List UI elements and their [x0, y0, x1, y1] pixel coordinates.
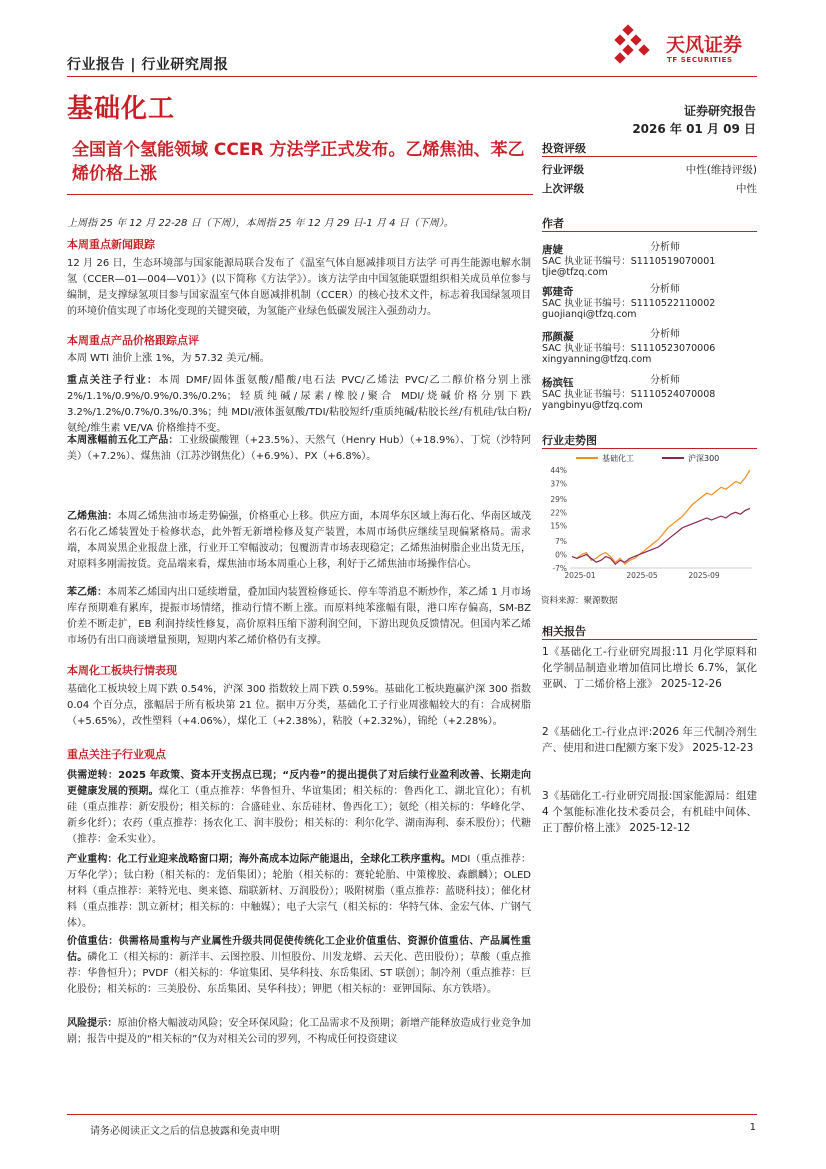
y-tick-label: -7%: [552, 564, 567, 573]
footer-divider: [67, 1114, 757, 1115]
rating-row-previous: [542, 181, 757, 199]
logo-english: TF SECURITIES: [667, 56, 733, 64]
rating-value: 中性: [736, 183, 757, 195]
author-card: [542, 325, 757, 365]
views-label-2: 产业重构：化工行业迎来战略窗口期；海外高成本边际产能退出，全球化工秩序重构。: [67, 854, 452, 865]
industry-title: 基础化工: [67, 94, 176, 124]
chart-source: 资料来源：聚源数据: [541, 596, 618, 606]
rating-label: 上次评级: [542, 183, 584, 195]
author-sac: SAC 执业证书编号：S1110519070001: [542, 256, 716, 267]
y-tick-label: 29%: [550, 494, 567, 504]
section-heading-sector: 本周化工板块行情表现: [67, 664, 177, 677]
rating-label: 行业评级: [542, 164, 584, 176]
report-category: 行业报告 | 行业研究周报: [67, 57, 229, 73]
author-email[interactable]: tjie@tfzq.com: [542, 267, 608, 278]
views-label-3: 价值重估：供需格局重构与产业属性升级共同促使传统化工企业价值重估、资源价值重估、产品属性重估。: [67, 936, 531, 963]
author-name: 唐婕: [542, 244, 563, 256]
section-heading-price: 本周重点产品价格跟踪点评: [67, 334, 199, 347]
trend-chart: [540, 450, 758, 590]
author-name: 邢颜凝: [542, 331, 574, 343]
author-card: [542, 238, 757, 278]
views-paragraph-1: [67, 768, 531, 848]
tar-paragraph: [67, 509, 531, 573]
tar-text: 本周乙烯焦油市场走势偏强，价格重心上移。供应方面，本周华东区域上海石化、华南区域茂名石化乙烯装置处于检修状态，此外暂无新增检修及复产装置，本周市场供应继续呈现偏紧格局。需求端，本周炭黑企业报盘上涨，行业开工窄幅波动；包覆沥青市场表现稳定；乙烯焦油树脂企业出货无压，对原料多刚需按货。竞品端来看，煤焦油市场本周重心上移，利好于乙烯焦油市场操作信心。: [67, 511, 532, 570]
views-paragraph-3: [67, 934, 531, 998]
risk-paragraph: [67, 1016, 531, 1048]
related-divider: [542, 639, 757, 640]
focus-text: 本周 DMF/固体蛋氨酸/醋酸/电石法 PVC/乙烯法 PVC/乙二醇价格分别上涨 2%/1.1%/0.9%/0.9%/0.3%/0.2%；轻质纯碱/尿素/橡胶/聚合 MDI/烧碱价格分别下跌 3.2%/1.2%/0.7%/0.3%/0.3%；纯 MDI/液体蛋氨酸/TDI/粘胶短纤/重质纯碱/粘胶长丝/有机硅/钛白粉/氨纶/维生素 VE/VA 价格维持不变。: [67, 375, 531, 434]
legend-label-csi300: 沪深300: [688, 454, 720, 463]
views-text-2: MDI（重点推荐：万华化学）；钛白粉（相关标的：龙佰集团）；轮胎（相关标的：赛轮轮胎、中策橡胶、森麒麟）；OLED 材料（重点推荐：莱特光电、奥来德、瑞联新材、万润股份）；吸附树脂（重点推荐：蓝晓科技）；催化材料（重点推荐：凯立新材；相关标的：中触媒）；电子大宗气（相关标的：华特气体、金宏气体、广钢气体）。: [67, 854, 531, 929]
focus-paragraph: [67, 373, 531, 437]
trend-heading: 行业走势图: [542, 434, 597, 447]
top5-paragraph: [67, 433, 531, 465]
tar-label: 乙烯焦油：: [67, 511, 118, 522]
wti-text: 本周 WTI 油价上涨 1%，为 57.32 美元/桶。: [67, 353, 270, 364]
top5-text: 工业级碳酸锂（+23.5%）、天然气（Henry Hub）（+18.9%）、丁烷（沙特阿美）（+7.2%）、煤焦油（江苏沙钢焦化）（+6.9%）、PX（+6.8%）。: [67, 435, 532, 462]
rating-value: 中性(维持评级): [685, 164, 757, 176]
related-report-2[interactable]: 2《基础化工-行业点评:2026 年三代制冷剂生产、使用和进口配额方案下发》 2025-12-23: [542, 726, 757, 754]
y-tick-label: 0%: [555, 550, 567, 560]
report-type: 证券研究报告: [683, 104, 756, 118]
trend-divider: [542, 448, 757, 449]
views-label-1: 供需逆转：2025 年政策、资本开支拐点已现；“反内卷”的提出提供了对后续行业盈利改善、长期走向更健康发展的预期。: [67, 770, 531, 797]
section-heading-news: 本周重点新闻跟踪: [67, 238, 155, 251]
author-sac: SAC 执业证书编号：S1110522110002: [542, 298, 716, 309]
focus-label: 重点关注子行业：: [67, 375, 159, 386]
related-heading: 相关报告: [542, 625, 586, 638]
author-sac: SAC 执业证书编号：S1110523070006: [542, 343, 716, 354]
author-email[interactable]: guojianqi@tfzq.com: [542, 309, 637, 320]
y-tick-label: 44%: [550, 466, 567, 475]
y-tick-label: 37%: [550, 479, 567, 489]
views-text-3: 磷化工（相关标的：新洋丰、云图控股、川恒股份、川发龙蟒、云天化、芭田股份）；草酸（重点推荐：华鲁恒升）；PVDF（相关标的：华谊集团、昊华科技、东岳集团、ST 联创）；制冷剂（重点推荐：巨化股份；相关标的：三美股份、东岳集团、昊华科技）；钾肥（相关标的：亚钾国际、东方铁塔）。: [67, 952, 532, 995]
y-tick-label: 7%: [555, 537, 567, 547]
week-note: 上周指 25 年 12 月 22-28 日（下周），本周指 25 年 12 月 29 日-1 月 4 日（下周）。: [67, 218, 454, 229]
news-paragraph: 12 月 26 日，生态环境部与国家能源局联合发布了《温室气体自愿减排项目方法学 可再生能源电解水制氢（CCER—01—004—V01）》(以下简称《方法学》）。该方法学由中国氢能联盟组织相关成员单位参与编制，是支撑绿氢项目参与国家温室气体自愿减排机制（CCER）的核心技术文件，标志着我国绿氢项目的环境价值实现了市场化变现的关键突破，为氢能产业绿色低碳发展注入强劲动力。: [67, 258, 531, 317]
report-title: 全国首个氢能领域 CCER 方法学正式发布。乙烯焦油、苯乙烯价格上涨: [72, 140, 525, 184]
footer-disclaimer: 请务必阅读正文之后的信息披露和免责申明: [90, 1126, 280, 1137]
sector-paragraph: 基础化工板块较上周下跌 0.54%，沪深 300 指数较上周下跌 0.59%。基础化工板块跑赢沪深 300 指数 0.04 个百分点，涨幅居于所有板块第 21 位。据申万分类，基础化工子行业周涨幅较大的有：合成树脂（+5.65%），改性塑料（+4.06%），煤化工（+2.38%），粘胶（+2.32%），锦纶（+2.28%）。: [67, 684, 531, 727]
title-divider: [67, 194, 533, 195]
y-tick-label: 15%: [550, 521, 567, 531]
author-role: 分析师: [650, 284, 680, 295]
authors-divider: [542, 231, 757, 232]
risk-label: 风险提示：: [67, 1018, 118, 1029]
author-card: [542, 371, 757, 411]
author-role: 分析师: [650, 242, 680, 253]
author-name: 郭建奇: [542, 286, 574, 298]
top5-label: 本周涨幅前五化工产品：: [67, 435, 179, 446]
author-role: 分析师: [650, 375, 680, 386]
rating-divider: [542, 156, 757, 157]
legend-label-chemicals: 基础化工: [602, 454, 634, 463]
author-name: 杨滨钰: [542, 377, 574, 389]
author-card: [542, 280, 757, 320]
sm-text: 本周苯乙烯国内出口延续增量，叠加国内装置检修延长、停车等消息不断炒作，苯乙烯 1 月市场库存预期难有累库，提振市场情绪，推动行情不断上涨。而原料纯苯涨幅有限，港口库存偏高，SM-BZ 价差不断走扩，EB 利润持续性修复，高价原料压缩下游利润空间，下游出现负反馈情况。但国内苯乙烯市场仍有出口商谈增量预期，短期内苯乙烯价格仍有支撑。: [67, 587, 531, 646]
author-role: 分析师: [650, 329, 680, 340]
sm-label: 苯乙烯：: [67, 587, 108, 598]
authors-heading: 作者: [542, 217, 564, 230]
x-tick-label: 2025-09: [688, 571, 720, 580]
page-number: 1: [749, 1122, 756, 1133]
related-report-1[interactable]: 1《基础化工-行业研究周报:11 月化学原料和化学制品制造业增加值同比增长 6.7%，氯化亚砜、丁二烯价格上涨》 2025-12-26: [542, 646, 757, 690]
x-tick-label: 2025-05: [626, 571, 658, 580]
related-report-3[interactable]: 3《基础化工-行业研究周报:国家能源局：组建 4 个氢能标准化技术委员会，有机硅中间体、正丁醇价格上涨》 2025-12-12: [542, 790, 757, 834]
header-divider: [67, 76, 757, 77]
sm-paragraph: [67, 585, 531, 649]
logo-name: 天风证券: [666, 34, 743, 56]
rating-row-industry: [542, 162, 757, 180]
rating-heading: 投资评级: [542, 142, 586, 155]
views-paragraph-2: [67, 852, 531, 932]
y-tick-label: 22%: [550, 508, 567, 518]
risk-text: 原油价格大幅波动风险；安全环保风险；化工品需求不及预期；新增产能释放造成行业竞争加剧；报告中提及的“相关标的”仅为对相关公司的罗列，不构成任何投资建议: [67, 1018, 532, 1045]
author-sac: SAC 执业证书编号：S1110524070008: [542, 389, 716, 400]
views-text-1: 煤化工（重点推荐：华鲁恒升、华谊集团；相关标的：鲁西化工、湖北宜化）；有机硅（重点推荐：新安股份；相关标的：合盛硅业、东岳硅材、鲁西化工）；氨纶（相关标的：华峰化学、新乡化纤）；农药（重点推荐：扬农化工、润丰股份；相关标的：利尔化学、湖南海利、泰禾股份）；代糖（推荐：金禾实业）。: [67, 786, 532, 845]
author-email[interactable]: yangbinyu@tfzq.com: [542, 400, 643, 411]
author-email[interactable]: xingyanning@tfzq.com: [542, 354, 652, 365]
report-date: 2026 年 01 月 09 日: [632, 122, 756, 136]
section-heading-views: 重点关注子行业观点: [67, 748, 166, 761]
x-tick-label: 2025-01: [564, 571, 596, 580]
